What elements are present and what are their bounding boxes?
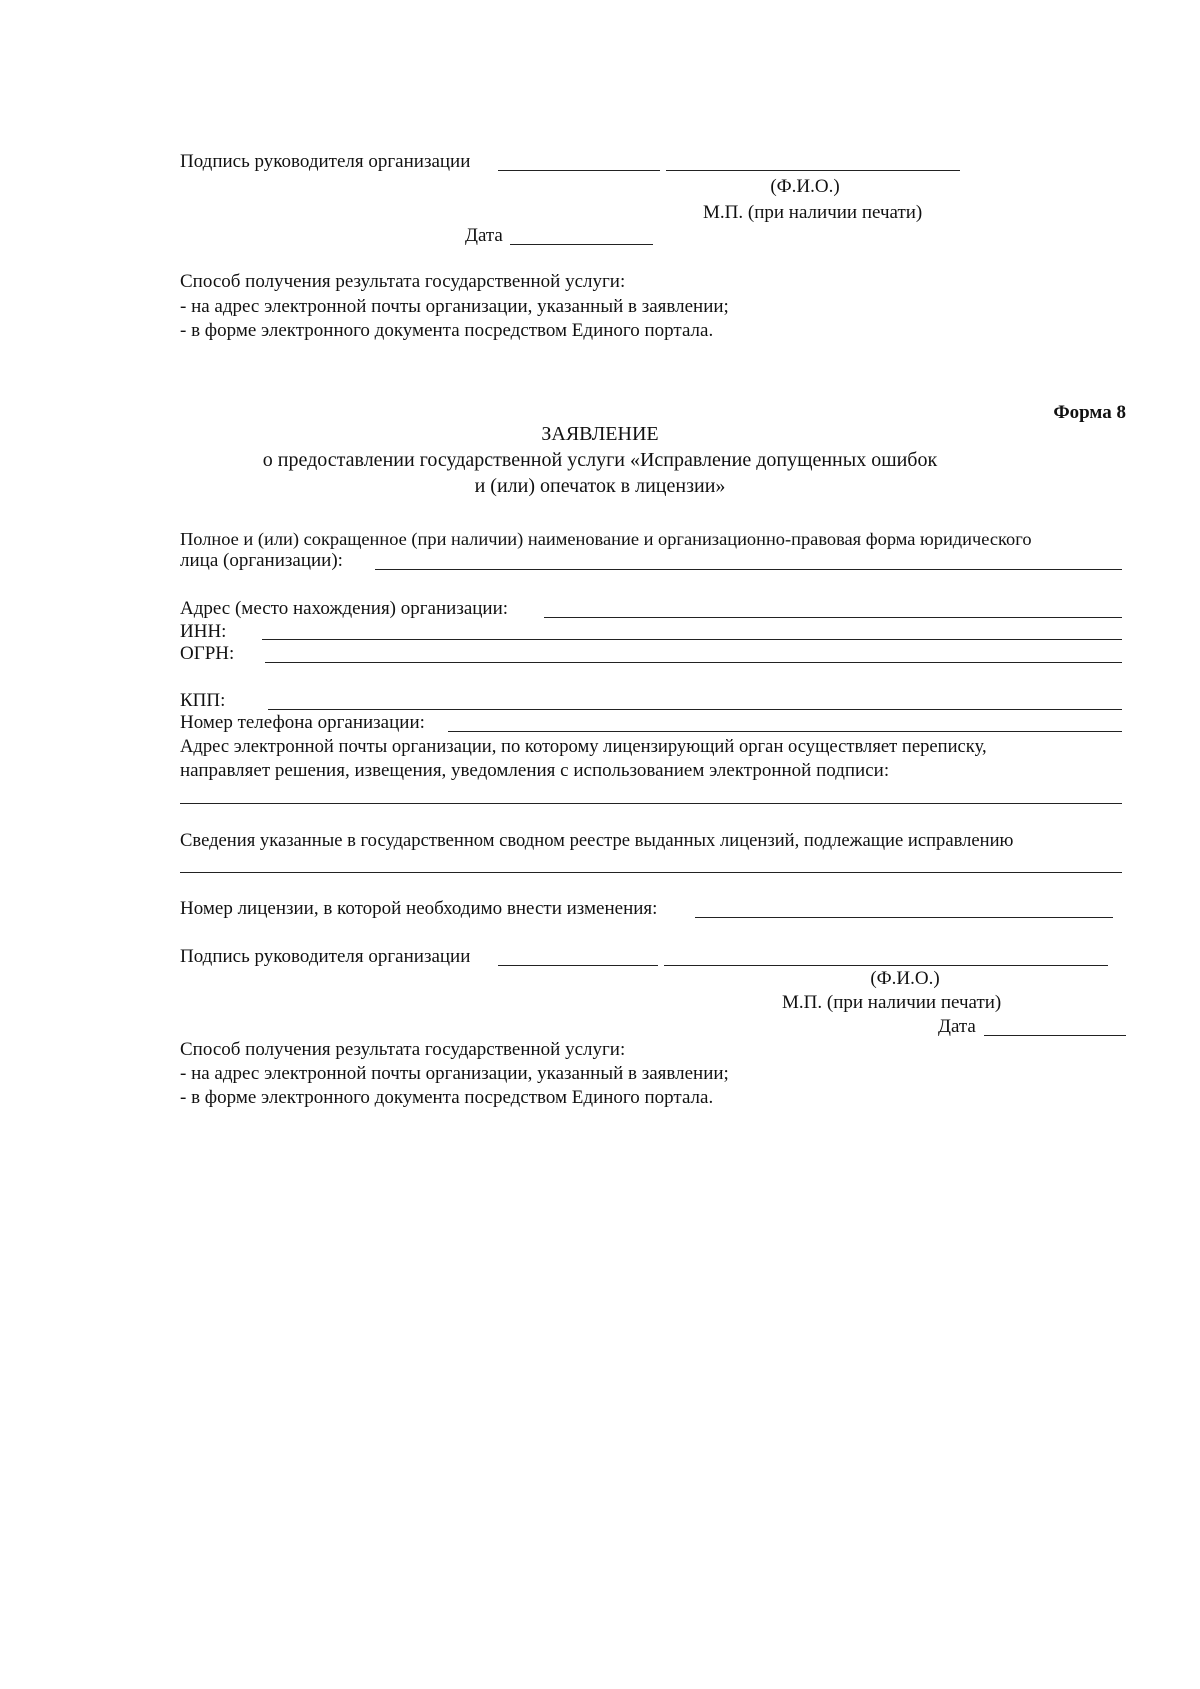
address-label: Адрес (место нахождения) организации:	[180, 598, 509, 619]
stamp-caption: М.П. (при наличии печати)	[703, 202, 923, 223]
registry-field[interactable]	[180, 872, 1122, 873]
date-line[interactable]	[510, 244, 653, 245]
org-name-label: Полное и (или) сокращенное (при наличии) наименование и организационно-правовая форма юридического	[180, 529, 1032, 549]
ogrn-field[interactable]	[265, 662, 1122, 663]
form-subtitle: и (или) опечаток в лицензии»	[474, 475, 726, 497]
fio-caption: (Ф.И.О.)	[870, 968, 940, 989]
method-item: - в форме электронного документа посредством Единого портала.	[180, 320, 714, 341]
address-field[interactable]	[544, 617, 1122, 618]
org-name-label-cont: лица (организации):	[180, 550, 343, 571]
phone-label: Номер телефона организации:	[180, 712, 425, 733]
signature-label: Подпись руководителя организации	[180, 151, 471, 172]
license-number-label: Номер лицензии, в которой необходимо внести изменения:	[180, 898, 658, 919]
kpp-field[interactable]	[268, 709, 1122, 710]
form-title: ЗАЯВЛЕНИЕ	[541, 423, 659, 445]
org-name-field[interactable]	[375, 569, 1122, 570]
form-number: Форма 8	[1053, 402, 1126, 423]
signature-line[interactable]	[498, 965, 658, 966]
form-subtitle: о предоставлении государственной услуги «Исправление допущенных ошибок	[262, 449, 938, 471]
fio-line[interactable]	[666, 170, 960, 171]
fio-caption: (Ф.И.О.)	[770, 176, 840, 197]
kpp-label: КПП:	[180, 690, 226, 711]
method-title: Способ получения результата государственной услуги:	[180, 1039, 626, 1060]
signature-label: Подпись руководителя организации	[180, 946, 471, 967]
method-item: - в форме электронного документа посредством Единого портала.	[180, 1087, 714, 1108]
method-item: - на адрес электронной почты организации, указанный в заявлении;	[180, 1063, 729, 1084]
email-label: Адрес электронной почты организации, по которому лицензирующий орган осуществляет переписку,	[180, 736, 987, 757]
registry-label: Сведения указанные в государственном сводном реестре выданных лицензий, подлежащие исправлению	[180, 830, 1014, 851]
date-line[interactable]	[984, 1035, 1126, 1036]
license-number-field[interactable]	[695, 917, 1113, 918]
date-label: Дата	[938, 1016, 976, 1037]
fio-line[interactable]	[664, 965, 1108, 966]
ogrn-label: ОГРН:	[180, 643, 235, 664]
inn-field[interactable]	[262, 639, 1122, 640]
date-label: Дата	[465, 225, 503, 246]
email-field[interactable]	[180, 803, 1122, 804]
phone-field[interactable]	[448, 731, 1122, 732]
stamp-caption: М.П. (при наличии печати)	[782, 992, 1002, 1013]
email-label-cont: направляет решения, извещения, уведомления с использованием электронной подписи:	[180, 760, 890, 781]
signature-line[interactable]	[498, 170, 660, 171]
method-item: - на адрес электронной почты организации, указанный в заявлении;	[180, 296, 729, 317]
method-title: Способ получения результата государственной услуги:	[180, 271, 626, 292]
inn-label: ИНН:	[180, 621, 227, 642]
